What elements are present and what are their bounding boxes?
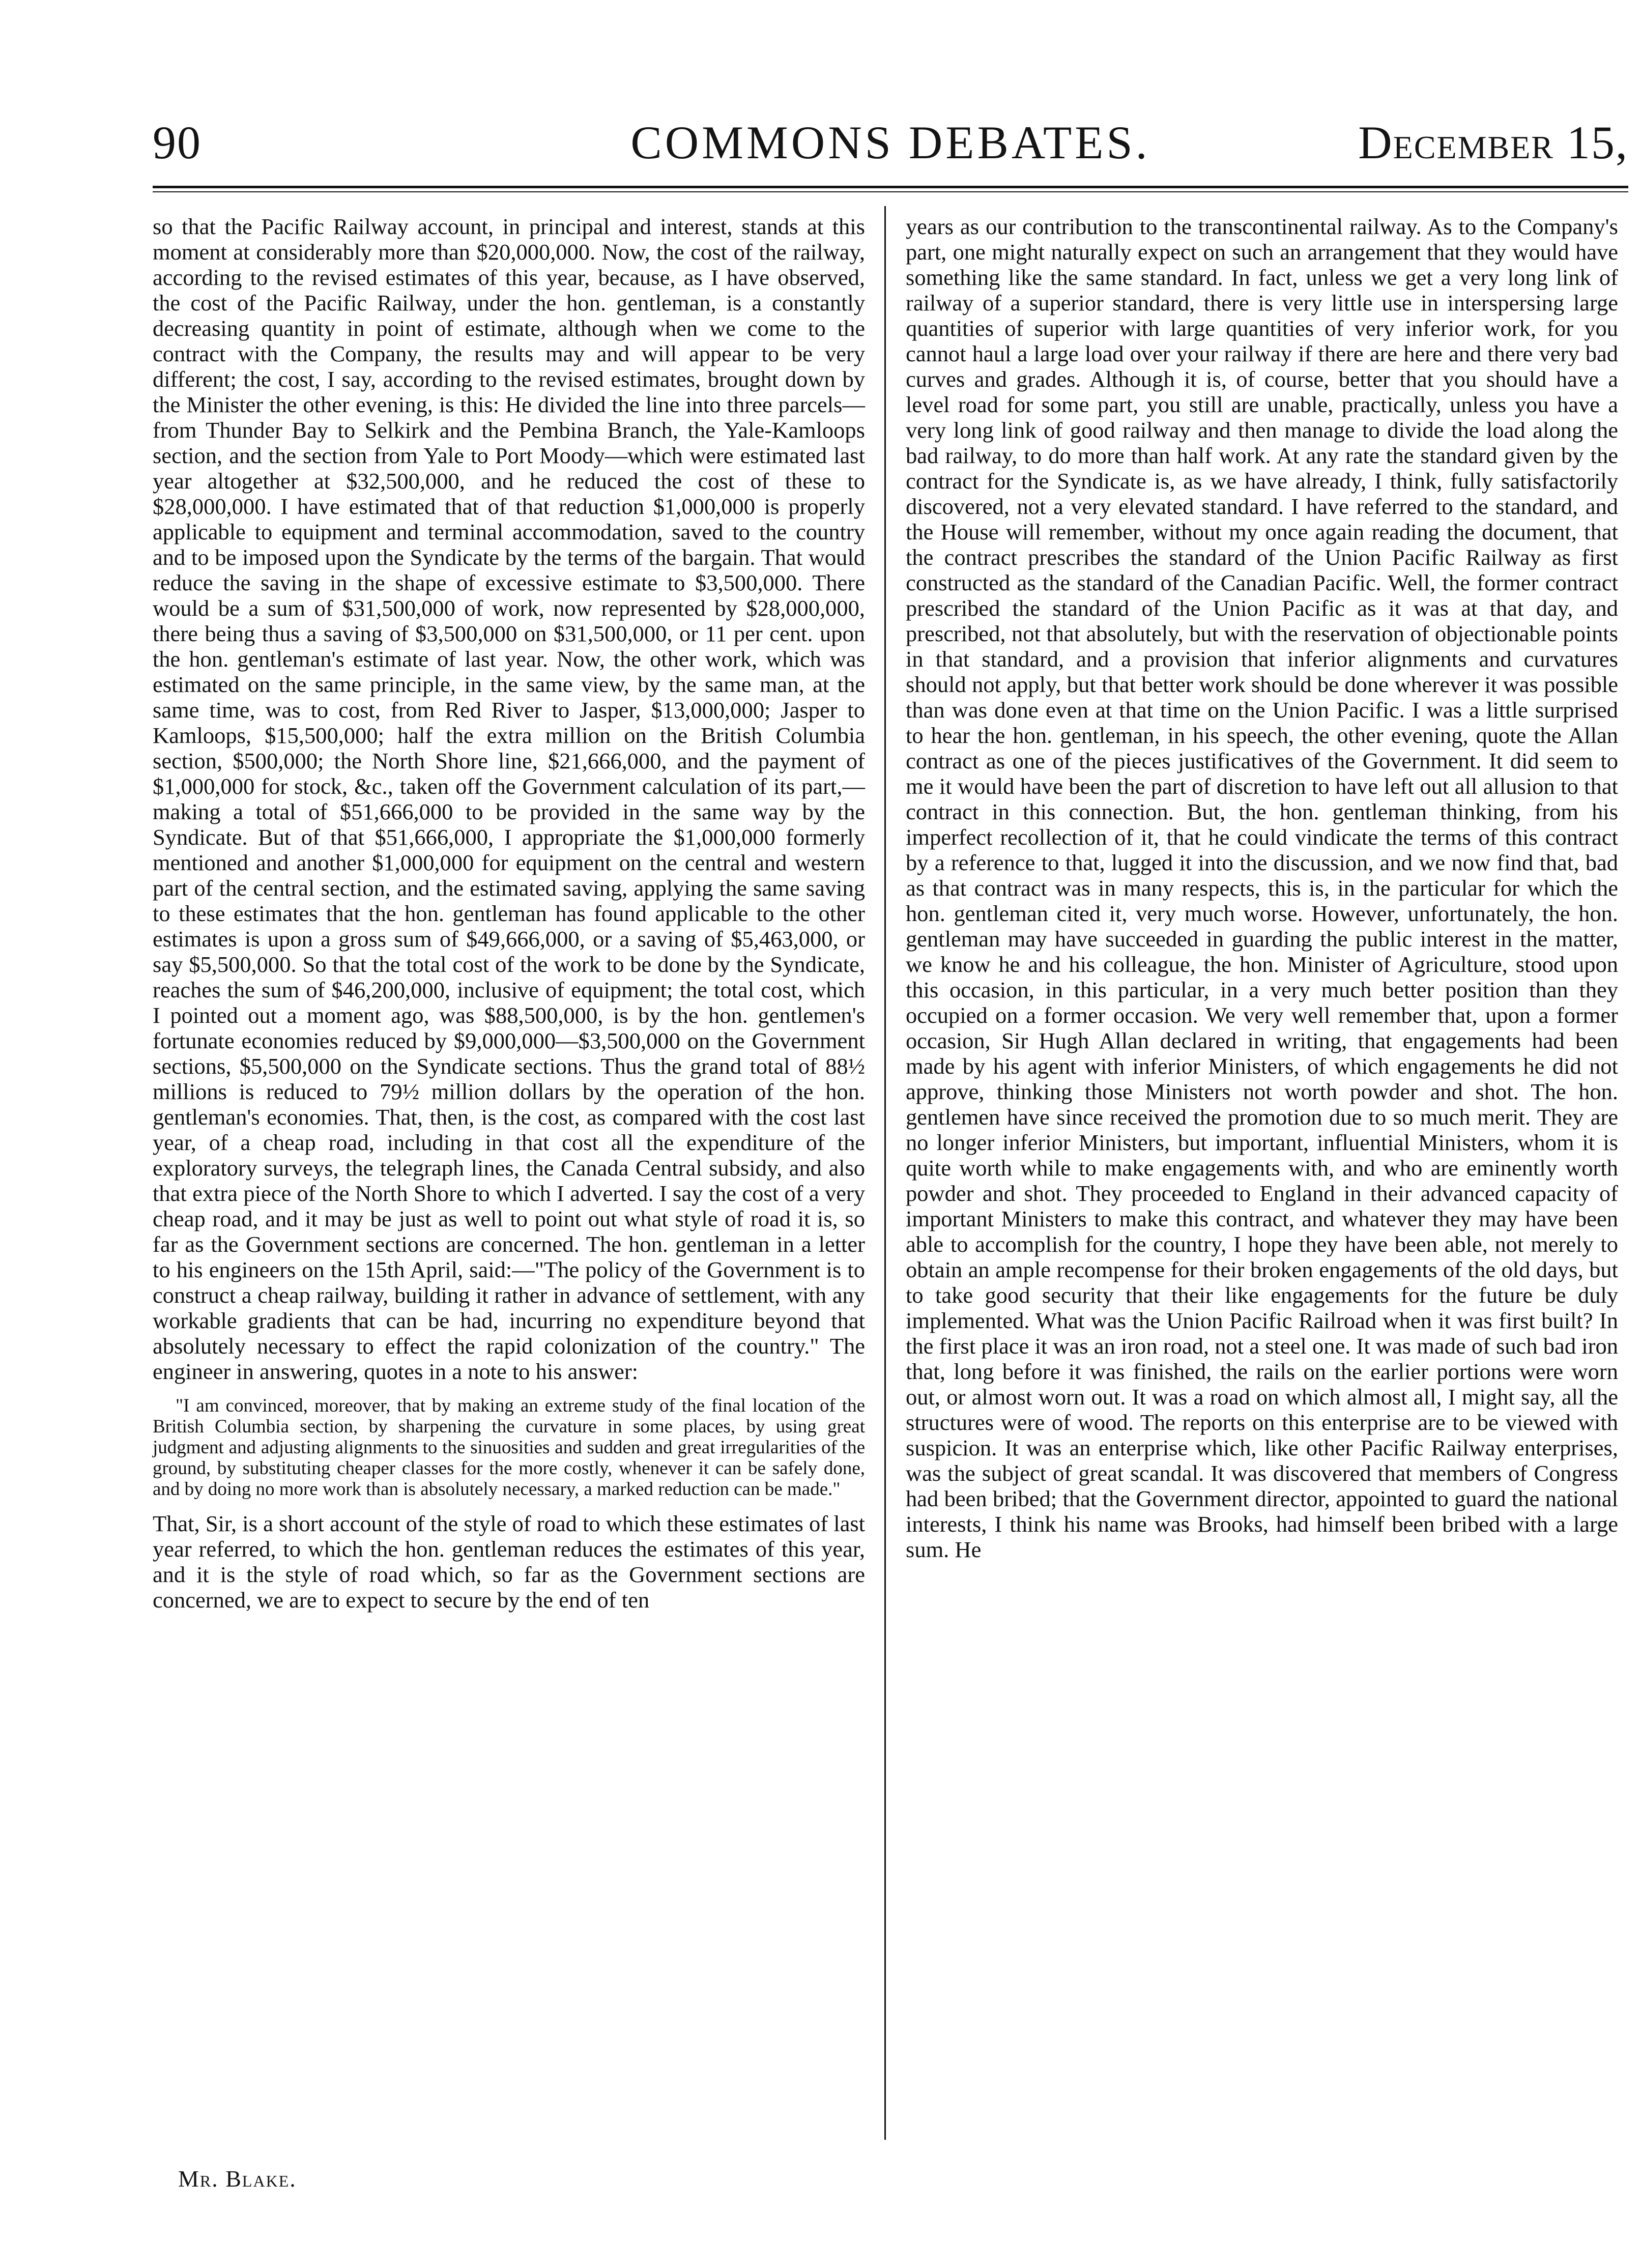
column-divider (884, 206, 886, 2140)
page-date: December 15, (1358, 117, 1628, 168)
header-rule (153, 186, 1628, 188)
left-paragraph-2: That, Sir, is a short account of the style of road to which these estimates of last year referred, to which the hon. gentleman reduces the estimates of this year, and it is the style of road which, so far as the Government sections are concerned, we are to expect to secure by the end of ten (153, 1511, 865, 1613)
left-paragraph-1: so that the Pacific Railway account, in principal and interest, stands at this moment at considerably more than $20,000,000. Now, the cost of the railway, according to the revised estimates of this year, because, as I have observed, the cost of the Pacific Railway, under the hon. gentleman, is a constantly decreasing quantity in point of estimate, although when we come to the contract with the Company, the results may and will appear to be very different; the cost, I say, according to the revised estimates, brought down by the Minister the other evening, is this: He divided the line into three parcels—from Thunder Bay to Selkirk and the Pembina Branch, the Yale-Kamloops section, and the section from Yale to Port Moody—which were estimated last year altogether at $32,500,000, and he reduced the cost of these to $28,000,000. I have estimated that of that reduction $1,000,000 is properly applicable to equipment and terminal accommodation, saved to the country and to be imposed upon the Syndicate by the terms of the bargain. That would reduce the saving in the shape of excessive estimate to $3,500,000. There would be a sum of $31,500,000 of work, now represented by $28,000,000, there being thus a saving of $3,500,000 on $31,500,000, or 11 per cent. upon the hon. gentleman's estimate of last year. Now, the other work, which was estimated on the same principle, in the same view, by the same man, at the same time, was to cost, from Red River to Jasper, $13,000,000; Jasper to Kamloops, $15,500,000; half the extra million on the British Columbia section, $500,000; the North Shore line, $21,666,000, and the payment of $1,000,000 for stock, &c., taken off the Government calculation of its part,—making a total of $51,666,000 to be provided in the same way by the Syndicate. But of that $51,666,000, I appropriate the $1,000,000 formerly mentioned and another $1,000,000 for equipment on the central and western part of the central section, and the estimated saving, applying the same saving to these estimates that the hon. gentleman has found applicable to the other estimates is upon a gross sum of $49,666,000, or a saving of $5,463,000, or say $5,500,000. So that the total cost of the work to be done by the Syndicate, reaches the sum of $46,200,000, inclusive of equipment; the total cost, which I pointed out a moment ago, was $88,500,000, is by the hon. gentlemen's fortunate economies reduced by $9,000,000—$3,500,000 on the Government sections, $5,500,000 on the Syndicate sections. Thus the grand total of 88½ millions is reduced to 79½ million dollars by the operation of the hon. gentleman's economies. That, then, is the cost, as compared with the cost last year, of a cheap road, including in that cost all the expenditure of the exploratory surveys, the telegraph lines, the Canada Central subsidy, and also that extra piece of the North Shore to which I adverted. I say the cost of a very cheap road, and it may be just as well to point out what style of road it is, so far as the Government sections are concerned. The hon. gentleman in a letter to his engineers on the 15th April, said:—"The policy of the Government is to construct a cheap railway, building it rather in advance of settlement, with any workable gradients that can be had, incurring no expenditure beyond that absolutely necessary to effect the rapid colonization of the country." The engineer in answering, quotes in a note to his answer: (153, 214, 865, 1384)
left-column (153, 214, 865, 1613)
page-header (153, 114, 1628, 176)
header-rule-thin (153, 191, 1628, 192)
right-column (906, 214, 1618, 1562)
page-title: COMMONS DEBATES. (630, 117, 1150, 168)
page-number: 90 (153, 117, 201, 168)
speaker-name: Mr. Blake. (178, 2166, 297, 2192)
engineer-quote (153, 1395, 865, 1500)
right-paragraph-1: years as our contribution to the transcontinental railway. As to the Company's part, one might naturally expect on such an arrangement that they would have something like the same standard. In fact, unless we get a very long link of railway of a superior standard, there is very little use in interspersing large quantities of superior with large quantities of very inferior work, for you cannot haul a large load over your railway if there are here and there very bad curves and grades. Although it is, of course, better that you should have a level road for some part, you still are unable, practically, unless you have a very long link of good railway and then manage to divide the load along the bad railway, to do more than half work. At any rate the standard given by the contract for the Syndicate is, as we have already, I think, fully satisfactorily discovered, not a very elevated standard. I have referred to the standard, and the House will remember, without my once again reading the document, that the contract prescribes the standard of the Union Pacific Railway as first constructed as the standard of the Canadian Pacific. Well, the former contract prescribed the standard of the Union Pacific as it was at that day, and prescribed, not that absolutely, but with the reservation of objectionable points in that standard, and a provision that inferior alignments and curvatures should not apply, but that better work should be done wherever it was possible than was done even at that time on the Union Pacific. I was a little surprised to hear the hon. gentleman, in his speech, the other evening, quote the Allan contract as one of the pieces justificatives of the Government. It did seem to me it would have been the part of discretion to have left out all allusion to that contract in this connection. But, the hon. gentleman thinking, from his imperfect recollection of it, that he could vindicate the terms of this contract by a reference to that, lugged it into the discussion, and we now find that, bad as that contract was in many respects, this is, in the particular for which the hon. gentleman cited it, very much worse. However, unfortunately, the hon. gentleman may have succeeded in guarding the public interest in the matter, we know he and his colleague, the hon. Minister of Agriculture, stood upon this occasion, in this particular, in a very much better position than they occupied on a former occasion. We very well remember that, upon a former occasion, Sir Hugh Allan declared in writing, that engagements had been made by his agent with inferior Ministers, of which engagements he did not approve, thinking those Ministers not worth powder and shot. The hon. gentlemen have since received the promotion due to so much merit. They are no longer inferior Ministers, but important, influential Ministers, whom it is quite worth while to make engagements with, and who are eminently worth powder and shot. They proceeded to England in their advanced capacity of important Ministers to make this contract, and whatever they may have been able to accomplish for the country, I hope they have been able, not merely to obtain an ample recompense for their broken engagements of the old days, but to take good security that their like engagements for the future be duly implemented. What was the Union Pacific Railroad when it was first built? In the first place it was an iron road, not a steel one. It was made of such bad iron that, long before it was finished, the rails on the earlier portions were worn out, or almost worn out. It was a road on which almost all, I might say, all the structures were of wood. The reports on this enterprise are to be viewed with suspicion. It was an enterprise which, like other Pacific Railway enterprises, was the subject of great scandal. It was discovered that members of Congress had been bribed; that the Government director, appointed to guard the national interests, I think his name was Brooks, had himself been bribed with a large sum. He (906, 214, 1618, 1562)
quote-text: "I am convinced, moreover, that by making an extreme study of the final location of the British Columbia section, by sharpening the curvature in some places, by using great judgment and adjusting alignments to the sinuosities and sudden and great irregularities of the ground, by substituting cheaper classes for the more costly, whenever it can be safely done, and by doing no more work than is absolutely necessary, a marked reduction can be made." (153, 1395, 865, 1500)
